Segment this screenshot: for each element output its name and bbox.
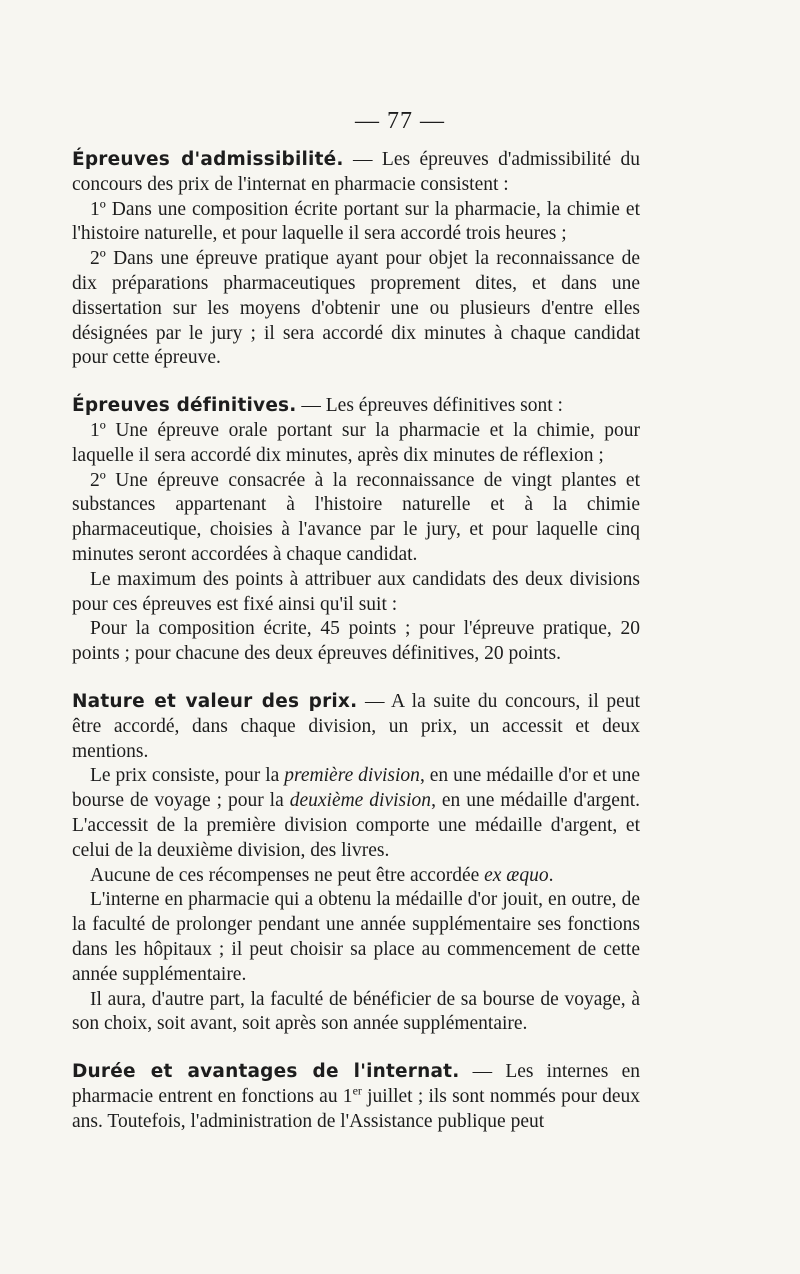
section-heading: Épreuves d'admissibilité. [72,149,344,170]
section-definitives-intro: Épreuves définitives. — Les épreuves définitives sont : [72,395,563,417]
section-heading: Nature et valeur des prix. [72,690,358,712]
section-duree-intro: Durée et avantages de l'internat. — Les internes en pharmacie entrent en fonctions au 1er juillet ; ils sont nommés pour deux ans. Toutefois, l'administration de l'Assistance publique peut [72,1061,640,1132]
paragraph: 2º Dans une épreuve pratique ayant pour objet la reconnaissance de dix préparations pharmaceutiques proprement dites, et dans une dissertation sur les moyens d'obtenir une ou plusieurs d'entre elles désignées par le jury ; il sera accordé dix minutes à chaque candidat pour cette épreuve. [72,248,640,369]
section-admissibilite-intro: Épreuves d'admissibilité. — Les épreuves d'admissibilité du concours des prix de l'internat en pharmacie consistent : [72,149,640,195]
section-nature-intro: Nature et valeur des prix. — A la suite du concours, il peut être accordé, dans chaque division, un prix, un accessit et deux mentions. [72,690,640,762]
paragraph: 2º Une épreuve consacrée à la reconnaissance de vingt plantes et substances appartenant à l'histoire naturelle et à la chimie pharmaceutique, choisies à l'avance par le jury, et pour laquelle cinq minutes seront accordées à chaque candidat. [72,469,640,565]
section-heading: Épreuves définitives. [72,395,297,417]
paragraph: Il aura, d'autre part, la faculté de bénéficier de sa bourse de voyage, à son choix, soit avant, soit après son année supplémentaire. [72,988,640,1035]
section-heading: Durée et avantages de l'internat. [72,1061,460,1083]
paragraph: 1º Dans une composition écrite portant sur la pharmacie, la chimie et l'histoire naturelle, et pour laquelle il sera accordé trois heures ; [72,198,640,245]
paragraph: Le prix consiste, pour la première division, en une médaille d'or et une bourse de voyage ; pour la deuxième division, en une médaille d'argent. L'accessit de la première division comporte une médaille d'argent, et celui de la deuxième division, des livres. [72,765,640,861]
paragraph: Pour la composition écrite, 45 points ; pour l'épreuve pratique, 20 points ; pour chacune des deux épreuves définitives, 20 points. [72,618,640,665]
page-body [72,148,640,1134]
paragraph: Le maximum des points à attribuer aux candidats des deux divisions pour ces épreuves est fixé ainsi qu'il suit : [72,568,640,615]
paragraph: L'interne en pharmacie qui a obtenu la médaille d'or jouit, en outre, de la faculté de prolonger pendant une année supplémentaire ses fonctions dans les hôpitaux ; il peut choisir sa place au commencement de cette année supplémentaire. [72,889,640,985]
paragraph: Aucune de ces récompenses ne peut être accordée ex æquo. [90,864,554,886]
page-number: — 77 — [355,108,445,134]
paragraph: 1º Une épreuve orale portant sur la pharmacie et la chimie, pour laquelle il sera accordé dix minutes, après dix minutes de réflexion ; [72,419,640,466]
